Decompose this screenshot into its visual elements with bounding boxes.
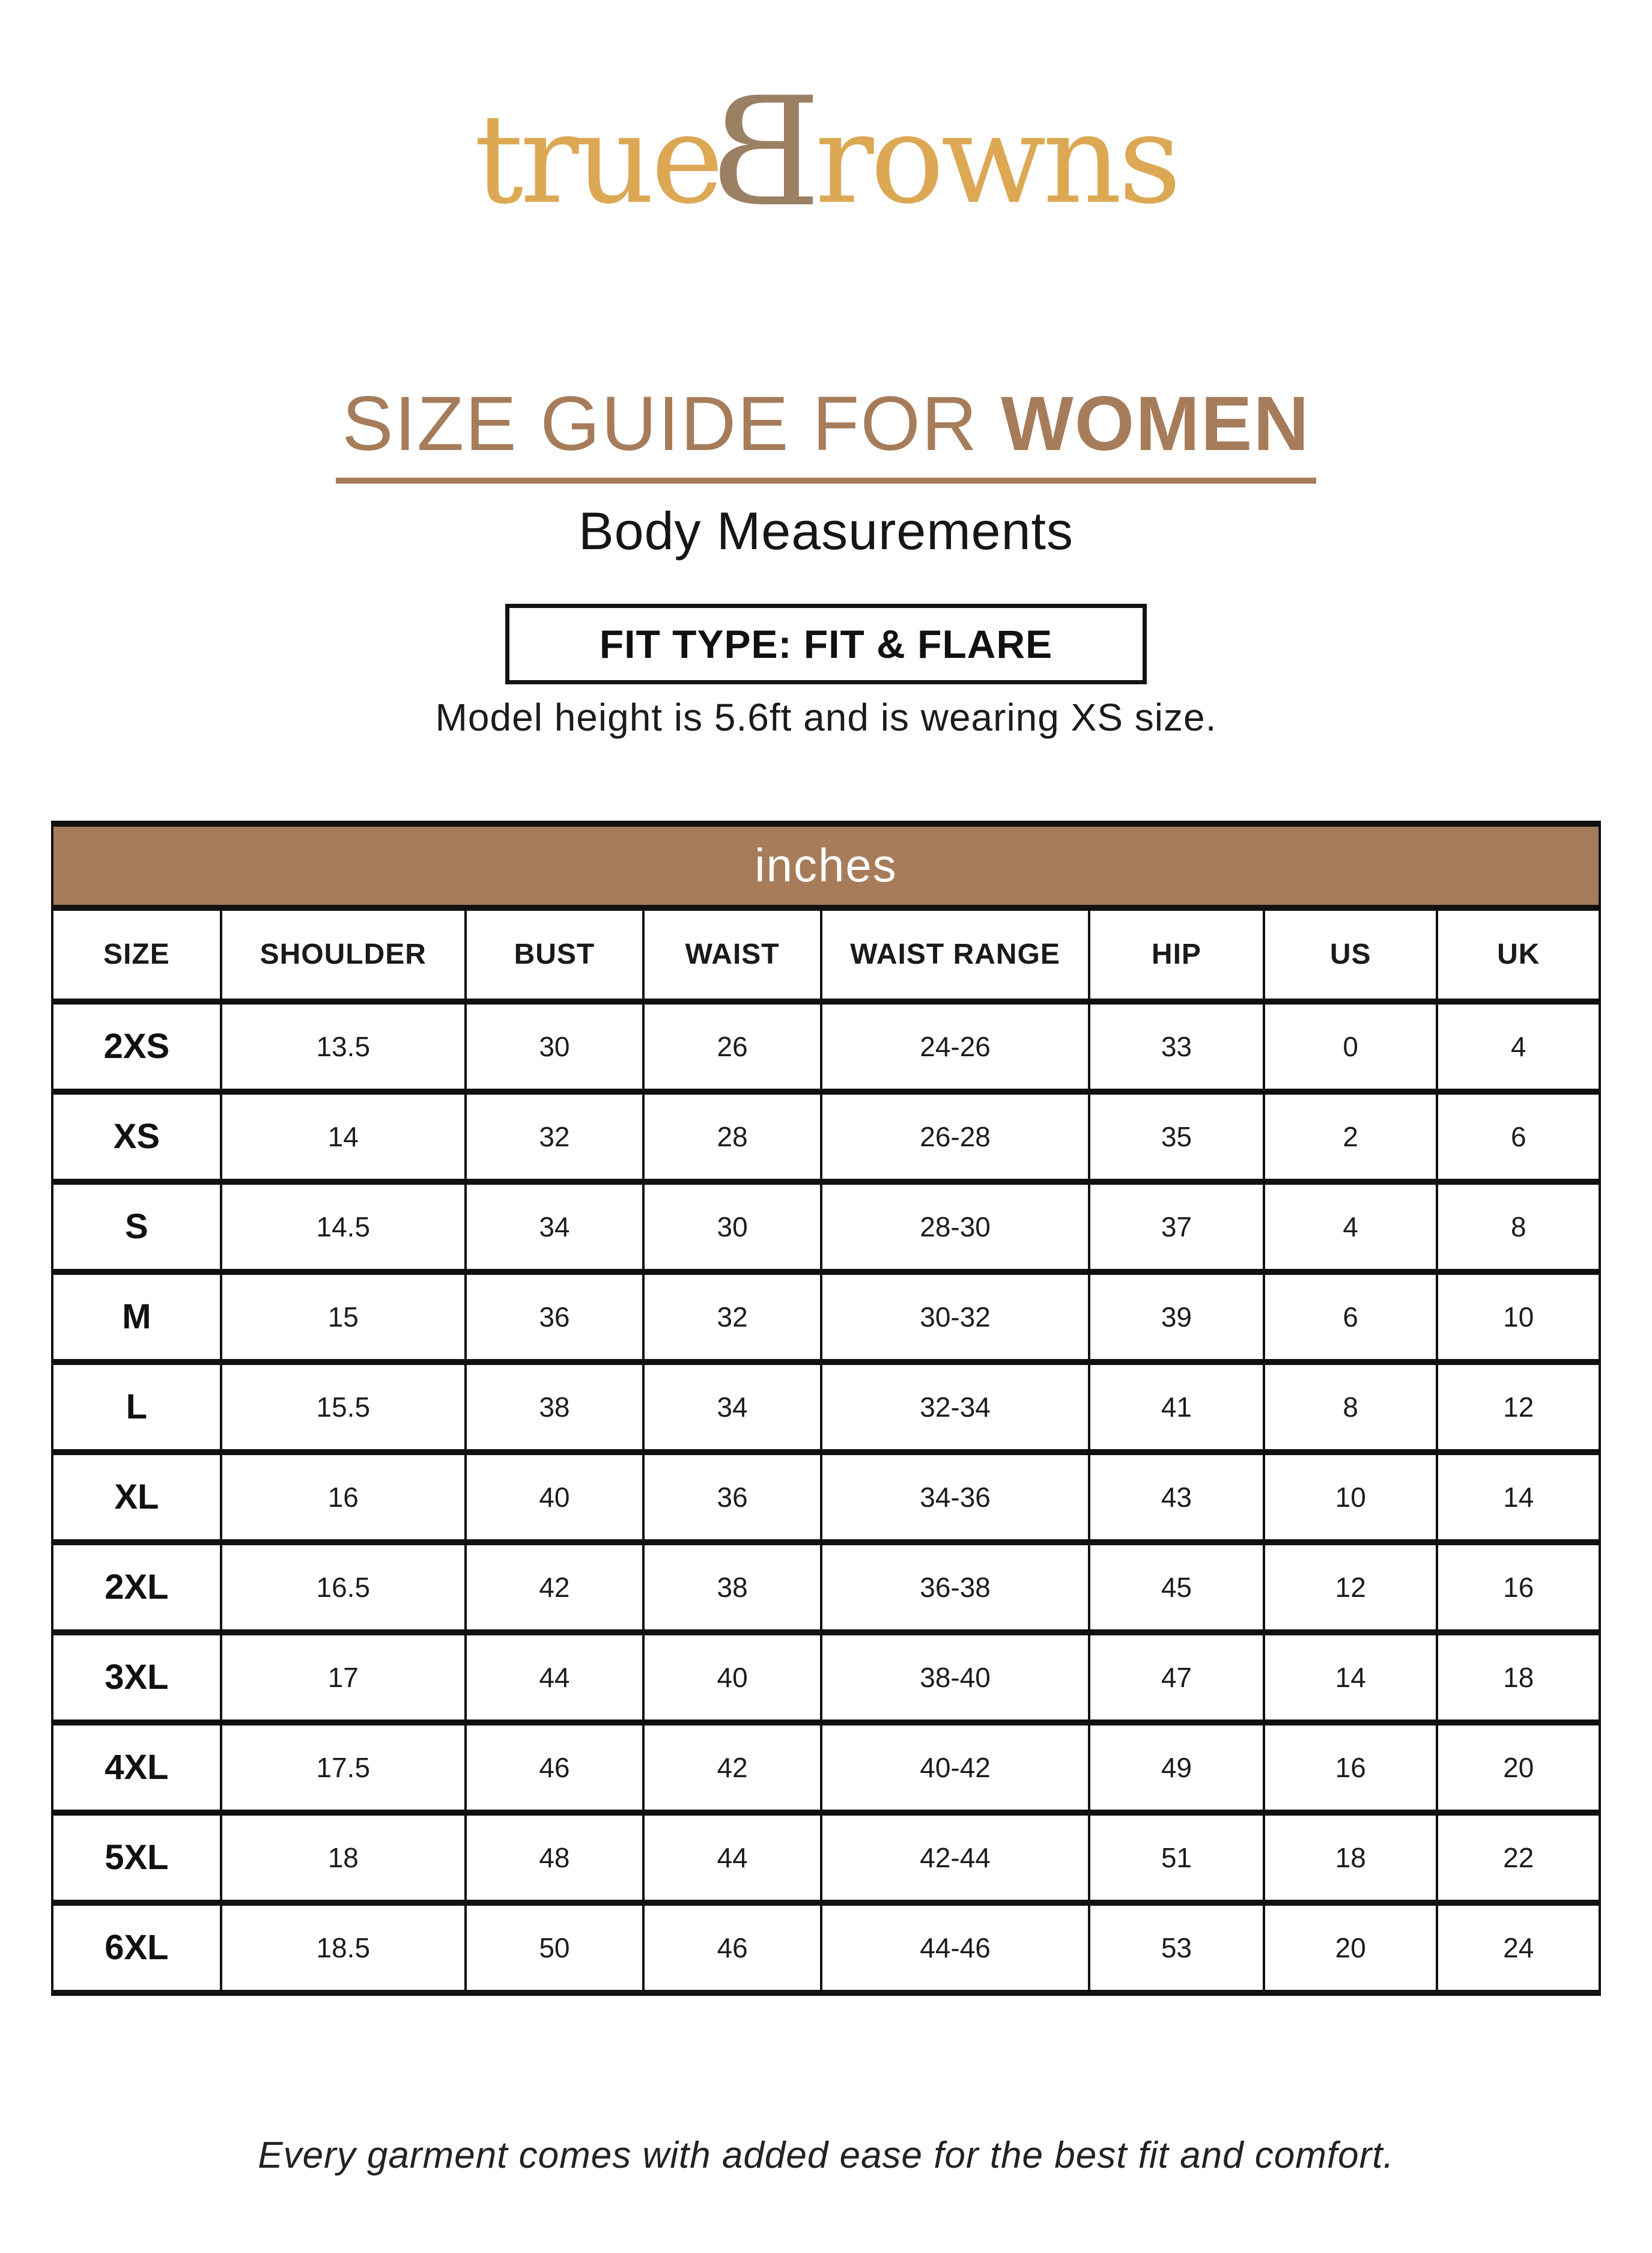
table-row-4xl <box>52 1722 1600 1813</box>
column-header-row <box>52 908 1600 1002</box>
value-cell: 41 <box>1089 1362 1264 1452</box>
value-cell: 17 <box>221 1632 466 1722</box>
value-cell: 42 <box>466 1542 643 1632</box>
value-cell: 34 <box>643 1362 821 1452</box>
table-row-m <box>52 1272 1600 1362</box>
size-cell: S <box>52 1182 221 1272</box>
value-cell: 15.5 <box>221 1362 466 1452</box>
value-cell: 35 <box>1089 1092 1264 1182</box>
value-cell: 40 <box>466 1452 643 1542</box>
value-cell: 20 <box>1264 1903 1438 1993</box>
value-cell: 36 <box>643 1452 821 1542</box>
value-cell: 40 <box>643 1632 821 1722</box>
value-cell: 2 <box>1264 1092 1438 1182</box>
column-header-size: SIZE <box>52 908 221 1002</box>
value-cell: 28-30 <box>821 1182 1089 1272</box>
size-cell: 4XL <box>52 1722 221 1813</box>
model-note: Model height is 5.6ft and is wearing XS size. <box>435 695 1217 739</box>
value-cell: 8 <box>1437 1182 1600 1272</box>
value-cell: 53 <box>1089 1903 1264 1993</box>
value-cell: 0 <box>1264 1002 1438 1092</box>
value-cell: 42 <box>643 1722 821 1813</box>
value-cell: 50 <box>466 1903 643 1993</box>
value-cell: 16 <box>221 1452 466 1542</box>
value-cell: 22 <box>1437 1813 1600 1903</box>
column-header-shoulder: SHOULDER <box>221 908 466 1002</box>
page-title-main: SIZE GUIDE FOR <box>342 381 979 467</box>
table-row-2xl <box>52 1542 1600 1632</box>
value-cell: 34-36 <box>821 1452 1089 1542</box>
value-cell: 30 <box>643 1182 821 1272</box>
brand-logo-mirrored-b: B <box>714 65 821 240</box>
value-cell: 4 <box>1264 1182 1438 1272</box>
table-row-xl <box>52 1452 1600 1542</box>
value-cell: 14 <box>1437 1452 1600 1542</box>
value-cell: 48 <box>466 1813 643 1903</box>
table-row-6xl <box>52 1903 1600 1993</box>
value-cell: 32 <box>466 1092 643 1182</box>
table-row-5xl <box>52 1813 1600 1903</box>
value-cell: 17.5 <box>221 1722 466 1813</box>
size-cell: XL <box>52 1452 221 1542</box>
value-cell: 34 <box>466 1182 643 1272</box>
value-cell: 8 <box>1264 1362 1438 1452</box>
value-cell: 38 <box>643 1542 821 1632</box>
value-cell: 39 <box>1089 1272 1264 1362</box>
unit-row <box>52 824 1600 908</box>
value-cell: 37 <box>1089 1182 1264 1272</box>
value-cell: 10 <box>1264 1452 1438 1542</box>
page-title <box>336 382 1316 484</box>
size-cell: L <box>52 1362 221 1452</box>
value-cell: 26 <box>643 1002 821 1092</box>
value-cell: 30-32 <box>821 1272 1089 1362</box>
value-cell: 14 <box>221 1092 466 1182</box>
value-cell: 43 <box>1089 1452 1264 1542</box>
value-cell: 18.5 <box>221 1903 466 1993</box>
value-cell: 44-46 <box>821 1903 1089 1993</box>
size-cell: XS <box>52 1092 221 1182</box>
unit-header: inches <box>52 824 1600 908</box>
value-cell: 33 <box>1089 1002 1264 1092</box>
page-title-emphasis: WOMEN <box>1000 381 1310 467</box>
table-row-s <box>52 1182 1600 1272</box>
table-row-3xl <box>52 1632 1600 1722</box>
size-cell: 2XS <box>52 1002 221 1092</box>
fit-type-box: FIT TYPE: FIT & FLARE <box>505 604 1147 684</box>
size-cell: 6XL <box>52 1903 221 1993</box>
value-cell: 36-38 <box>821 1542 1089 1632</box>
value-cell: 26-28 <box>821 1092 1089 1182</box>
column-header-uk: UK <box>1437 908 1600 1002</box>
value-cell: 15 <box>221 1272 466 1362</box>
value-cell: 14.5 <box>221 1182 466 1272</box>
value-cell: 38 <box>466 1362 643 1452</box>
brand-logo-prefix: true <box>474 88 720 231</box>
value-cell: 20 <box>1437 1722 1600 1813</box>
table-row-2xs <box>52 1002 1600 1092</box>
column-header-bust: BUST <box>466 908 643 1002</box>
value-cell: 13.5 <box>221 1002 466 1092</box>
size-cell: 3XL <box>52 1632 221 1722</box>
value-cell: 30 <box>466 1002 643 1092</box>
value-cell: 12 <box>1264 1542 1438 1632</box>
title-wrap <box>0 382 1652 484</box>
value-cell: 44 <box>466 1632 643 1722</box>
value-cell: 10 <box>1437 1272 1600 1362</box>
value-cell: 6 <box>1437 1092 1600 1182</box>
value-cell: 36 <box>466 1272 643 1362</box>
value-cell: 32 <box>643 1272 821 1362</box>
value-cell: 18 <box>221 1813 466 1903</box>
size-cell: 5XL <box>52 1813 221 1903</box>
value-cell: 46 <box>466 1722 643 1813</box>
table-row-xs <box>52 1092 1600 1182</box>
value-cell: 24 <box>1437 1903 1600 1993</box>
value-cell: 24-26 <box>821 1002 1089 1092</box>
value-cell: 18 <box>1437 1632 1600 1722</box>
footer-note: Every garment comes with added ease for the best fit and comfort. <box>258 2134 1394 2176</box>
value-cell: 44 <box>643 1813 821 1903</box>
value-cell: 28 <box>643 1092 821 1182</box>
value-cell: 16.5 <box>221 1542 466 1632</box>
brand-logo-suffix: rowns <box>815 88 1178 231</box>
value-cell: 47 <box>1089 1632 1264 1722</box>
brand-logo <box>0 0 1652 250</box>
value-cell: 14 <box>1264 1632 1438 1722</box>
value-cell: 6 <box>1264 1272 1438 1362</box>
size-cell: M <box>52 1272 221 1362</box>
subtitle: Body Measurements <box>578 500 1074 561</box>
column-header-waist: WAIST <box>643 908 821 1002</box>
value-cell: 4 <box>1437 1002 1600 1092</box>
value-cell: 40-42 <box>821 1722 1089 1813</box>
size-cell: 2XL <box>52 1542 221 1632</box>
column-header-hip: HIP <box>1089 908 1264 1002</box>
fit-type-wrap <box>0 604 1652 684</box>
value-cell: 46 <box>643 1903 821 1993</box>
value-cell: 45 <box>1089 1542 1264 1632</box>
column-header-waist-range: WAIST RANGE <box>821 908 1089 1002</box>
value-cell: 12 <box>1437 1362 1600 1452</box>
value-cell: 38-40 <box>821 1632 1089 1722</box>
value-cell: 42-44 <box>821 1813 1089 1903</box>
value-cell: 16 <box>1264 1722 1438 1813</box>
value-cell: 32-34 <box>821 1362 1089 1452</box>
size-table <box>51 821 1601 1996</box>
table-row-l <box>52 1362 1600 1452</box>
value-cell: 16 <box>1437 1542 1600 1632</box>
value-cell: 18 <box>1264 1813 1438 1903</box>
column-header-us: US <box>1264 908 1438 1002</box>
value-cell: 49 <box>1089 1722 1264 1813</box>
value-cell: 51 <box>1089 1813 1264 1903</box>
